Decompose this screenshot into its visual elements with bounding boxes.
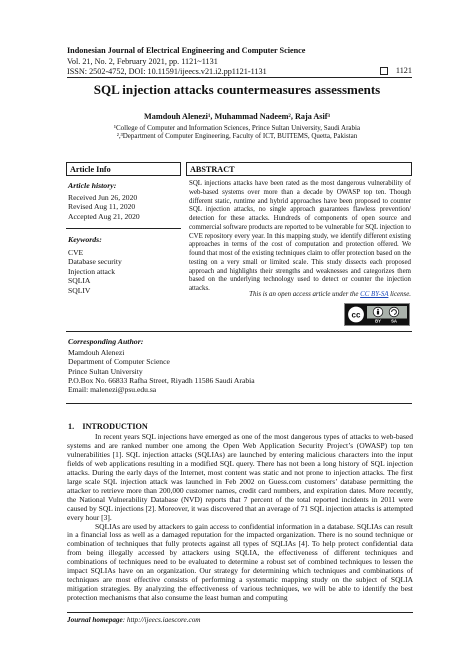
keyword: CVE	[68, 248, 84, 257]
history-label: Article history:	[68, 181, 117, 190]
paragraph: SQLIAs are used by attackers to gain access to confidential information in a database. SQLIAs can result in a financial loss as well as a damaged reputation for the impacted organization. There is no sound technique or combination of techniques that fully protects against all types of SQLIAs [4]. To help protect confidential data from being illegally accessed by attackers using SQLIA, the effectiveness of different techniques and combinations of techniques need to be evaluated to determine a robust set of combined techniques to lessen the impact SQLIAs have on an organization. Our strategy for determining which techniques and combinations of techniques are most effective consists of performing a systematic mapping study on the subject of SQLIA mitigation strategies. By analyzing the effectiveness of various techniques, we will be able to identify the best protection mechanisms that also consume the least human and computing	[67, 521, 413, 603]
journal-homepage	[67, 616, 201, 624]
keyword: Database security	[68, 257, 122, 267]
paragraph: In recent years SQL injections have emerged as one of the most dangerous types of attacks to web-based systems and are ranked number one among the Open Web Application Security Project’s (OWASP) top ten vulnerabilities [1]. SQL injection attacks (SQLIAs) are launched by entering malicious characters into the input fields of web applications resulting in a modified SQL query. There has not been a long history of SQL injection attacks. During the early days of the Internet, most content was static and not prone to injection attacks. The first large scale SQL injection attack was launched in Feb 2002 on Guess.com customers’ database permitting the attacker to retrieve more than 200,000 customer names, credit card numbers, and expiration dates. More recently, the National Vulnerability Database (NVD) reports that 7 percent of the total reported incidents in 2011 were caused by SQL injections [2]. Moreover, it was discovered that an average of 71 SQL injection attacks is attempted every hour [3].	[67, 432, 413, 522]
corr-univ: Prince Sultan University	[68, 366, 143, 376]
article-info-heading: Article Info	[66, 162, 181, 176]
affiliation-2: ²,³Department of Computer Engineering, Faculty of ICT, BUITEMS, Quetta, Pakistan	[116, 132, 358, 140]
page-number: 1121	[395, 66, 412, 75]
homepage-url[interactable]: : http://ijeecs.iaescore.com	[122, 616, 201, 624]
cc-text: cc	[351, 310, 361, 320]
corr-name: Mamdouh Alenezi	[68, 348, 125, 357]
keywords-list	[68, 248, 180, 295]
page-number-group	[380, 66, 412, 75]
corresponding-details	[68, 348, 255, 394]
abstract-text: SQL injections attacks have been rated as the most dangerous vulnerability of web-based systems over more than a decade by OWASP top ten. Though different static, runtime and hybrid approaches have been proposed to counter SQL injection attacks, no single approach guarantees flawless prevention/ detection for these attacks. Hundreds of components of open source and commercial software products are reported to be vulnerable for SQL injection to CVE repository every year. In this mapping study, we identify different existing approaches in terms of the cost of computation and protection offered. We found that most of the existing techniques claim to offer protection based on the testing on a very small or limited scale. This study dissects each proposed approach and highlights their strengths and weaknesses and categorizes them based on the underlying technology used to detect or counter the injection attacks.	[189, 180, 411, 292]
homepage-label: Journal homepage	[67, 616, 123, 624]
corresponding-label: Corresponding Author:	[68, 337, 144, 346]
keyword: SQLIA	[68, 276, 91, 286]
keyword: Injection attack	[68, 266, 116, 276]
corr-rule-top	[66, 331, 412, 332]
corr-email: Email: malenezi@psu.edu.sa	[68, 385, 157, 395]
history-list	[68, 193, 180, 221]
license-link[interactable]: CC BY-SA	[360, 291, 389, 298]
info-rule-1	[66, 228, 181, 229]
square-icon	[380, 67, 388, 75]
paper-title: SQL injection attacks countermeasures assessments	[93, 82, 381, 97]
keywords-label: Keywords:	[68, 235, 102, 244]
volume-line: Vol. 21, No. 2, February 2021, pp. 1121~1131	[67, 57, 218, 66]
history-received: Received Jun 26, 2020	[68, 193, 138, 202]
sa-text: SA	[391, 318, 397, 324]
history-revised: Revised Aug 11, 2020	[68, 202, 136, 212]
oa-suffix: license.	[388, 291, 411, 298]
history-accepted: Accepted Aug 21, 2020	[68, 211, 140, 221]
issn-line: ISSN: 2502-4752, DOI: 10.11591/ijeecs.v21.i2.pp1121-1131	[67, 67, 267, 76]
abstract-heading: ABSTRACT	[186, 162, 412, 176]
keyword: SQLIV	[68, 285, 91, 295]
cc-license-badge[interactable]	[344, 303, 410, 326]
cc-by-sa-icon	[345, 304, 409, 325]
footer-rule	[67, 612, 413, 613]
oa-prefix: This is an open access article under the	[249, 291, 361, 298]
corr-address: P.O.Box No. 66833 Rafha Street, Riyadh 11586 Saudi Arabia	[68, 375, 255, 385]
header-rule	[67, 77, 412, 78]
authors: Mamdouh Alenezi¹, Muhammad Nadeem², Raja Asif³	[144, 112, 330, 121]
introduction-body	[67, 433, 413, 603]
open-access-note	[189, 291, 411, 298]
section-heading-introduction: 1. INTRODUCTION	[68, 422, 148, 431]
affiliation-1: ¹College of Computer and Information Sciences, Prince Sultan University, Saudi Arabia	[113, 124, 361, 132]
corr-rule-bottom	[66, 403, 412, 404]
journal-name: Indonesian Journal of Electrical Engineering and Computer Science	[67, 46, 306, 55]
by-text: BY	[375, 318, 381, 324]
corr-dept: Department of Computer Science	[68, 357, 170, 367]
